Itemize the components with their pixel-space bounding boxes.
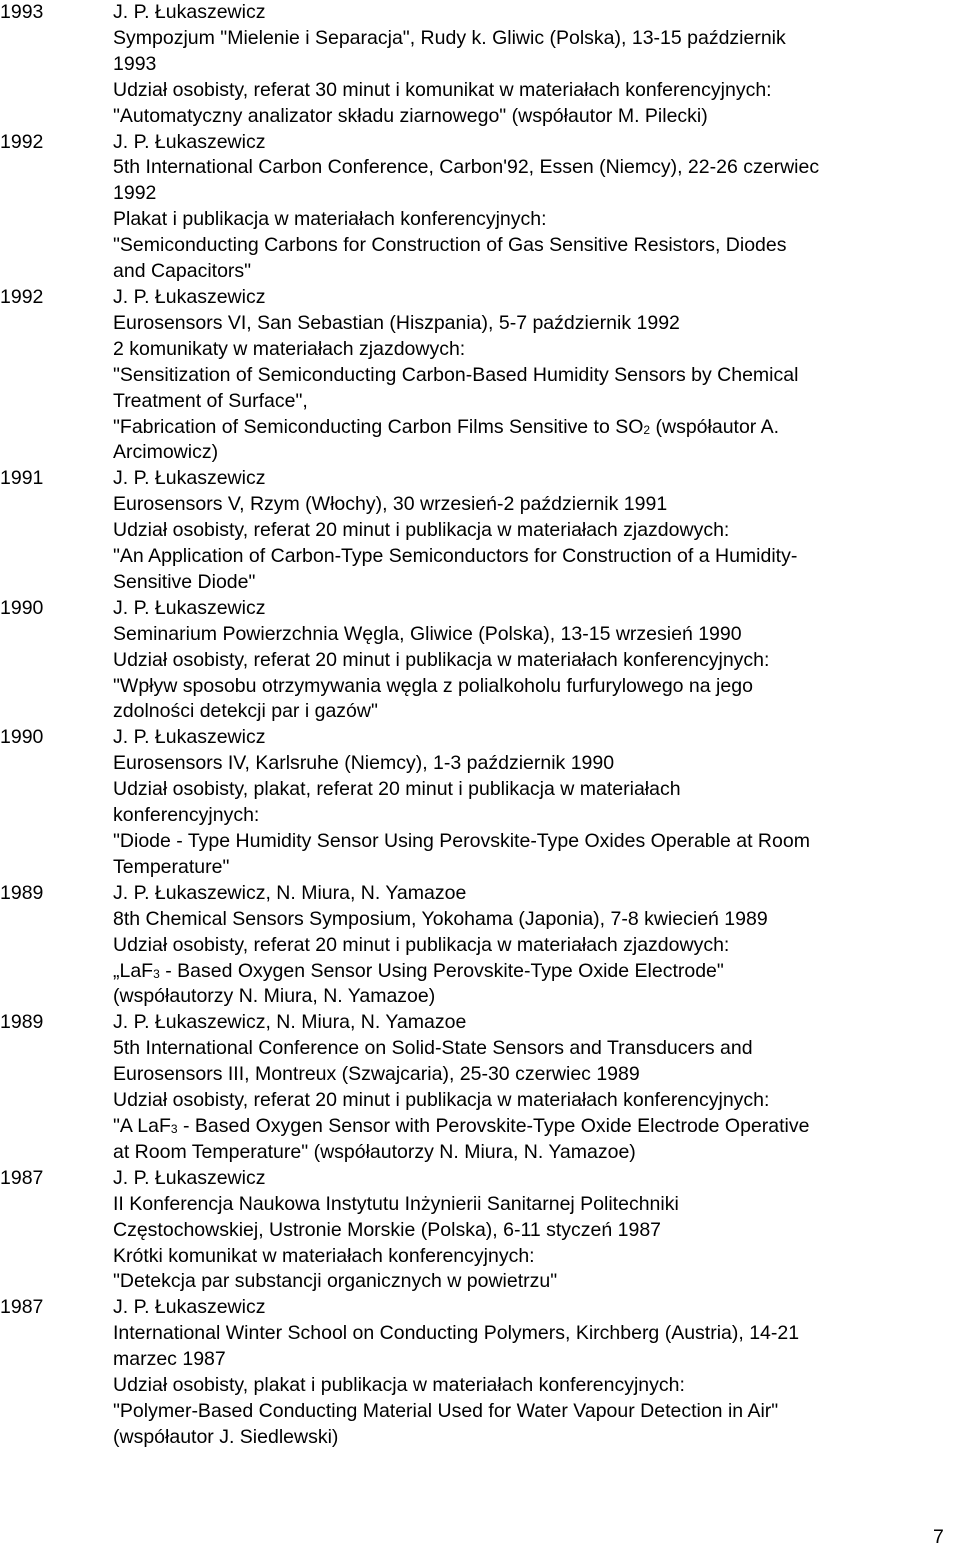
entry-title-text: „LaF (113, 959, 154, 982)
entry-content (113, 596, 960, 726)
entry-title-subscript: 2 (643, 422, 651, 437)
entry-title-second-text: "Fabrication of Semiconducting Carbon Films Sensitive to SO (113, 415, 644, 438)
conference-entry (0, 0, 960, 130)
entry-title: "Diode - Type Humidity Sensor Using Perovskite-Type Oxides Operable at Room (113, 830, 810, 852)
entry-authors: J. P. Łukaszewicz (113, 1, 266, 23)
entry-participation: Plakat i publikacja w materiałach konferencyjnych: (113, 208, 547, 231)
entry-coauthor: Arcimowicz) (113, 441, 219, 464)
entry-participation: Udział osobisty, referat 20 minut i publikacja w materiałach zjazdowych: (113, 519, 730, 542)
entry-title-second (113, 415, 960, 441)
entry-content (113, 1166, 960, 1296)
entry-content (113, 130, 960, 285)
entry-content (113, 466, 960, 596)
entry-participation: Udział osobisty, referat 20 minut i publikacja w materiałach konferencyjnych: (113, 648, 770, 671)
entry-title-cont: Treatment of Surface", (113, 389, 308, 412)
entry-year: 1990 (0, 596, 44, 619)
entry-event-cont: Częstochowskiej, Ustronie Morskie (Polska), 6-11 styczeń 1987 (113, 1218, 662, 1241)
entry-authors: J. P. Łukaszewicz (113, 130, 266, 153)
entry-content (113, 0, 960, 130)
entry-participation: Udział osobisty, referat 20 minut i publikacja w materiałach konferencyjnych: (113, 1089, 770, 1112)
entry-authors: J. P. Łukaszewicz, N. Miura, N. Yamazoe (113, 881, 467, 904)
entry-year: 1990 (0, 726, 44, 749)
entry-title-subscript: 3 (153, 966, 160, 981)
entry-authors: J. P. Łukaszewicz (113, 285, 266, 308)
entry-event: Eurosensors VI, San Sebastian (Hiszpania), 5-7 październik 1992 (113, 311, 680, 334)
entry-year: 1992 (0, 285, 44, 308)
entry-participation: Udział osobisty, plakat i publikacja w materiałach konferencyjnych: (113, 1374, 685, 1397)
entry-event: 5th International Conference on Solid-State Sensors and Transducers and (113, 1037, 753, 1060)
entry-content (113, 1010, 960, 1165)
entry-event: Eurosensors IV, Karlsruhe (Niemcy), 1-3 październik 1990 (113, 752, 615, 775)
entry-title-cont: at Room Temperature" (współautorzy N. Miura, N. Yamazoe) (113, 1140, 636, 1163)
entry-authors: J. P. Łukaszewicz (113, 1296, 266, 1319)
entry-participation: Udział osobisty, plakat, referat 20 minut i publikacja w materiałach (113, 778, 681, 801)
conference-entry (0, 1166, 960, 1296)
entry-content (113, 881, 960, 1011)
entry-title-tail: - Based Oxygen Sensor with Perovskite-Type Oxide Electrode Operative (177, 1114, 810, 1137)
page-number: 7 (933, 1526, 944, 1548)
entry-event: 8th Chemical Sensors Symposium, Yokohama (Japonia), 7-8 kwiecień 1989 (113, 907, 768, 930)
entry-content (113, 285, 960, 466)
entry-event: International Winter School on Conducting Polymers, Kirchberg (Austria), 14-21 (113, 1322, 800, 1345)
entry-title-text: "A LaF (113, 1114, 171, 1137)
entry-coauthor: (współautor J. Siedlewski) (113, 1425, 339, 1448)
entry-year: 1993 (0, 1, 44, 23)
entry-title: "Semiconducting Carbons for Construction of Gas Sensitive Resistors, Diodes (113, 234, 787, 257)
entry-event: Eurosensors V, Rzym (Włochy), 30 wrzesień-2 październik 1991 (113, 493, 668, 516)
conference-entry (0, 1295, 960, 1450)
conference-entry (0, 596, 960, 726)
conference-entry (0, 285, 960, 466)
entry-participation-cont: konferencyjnych: (113, 804, 260, 827)
conference-entry (0, 1010, 960, 1165)
entry-authors: J. P. Łukaszewicz (113, 726, 266, 749)
conference-entry (0, 130, 960, 285)
entry-year: 1987 (0, 1296, 44, 1319)
conference-entry (0, 725, 960, 880)
entry-title-second-tail: (współautor A. (650, 415, 780, 438)
entry-title-subscript: 3 (170, 1121, 178, 1136)
entry-content (113, 1295, 960, 1450)
entry-event: Sympozjum "Mielenie i Separacja", Rudy k. Gliwic (Polska), 13-15 październik (113, 26, 786, 49)
entry-title-cont: Sensitive Diode" (113, 570, 256, 593)
entry-year: 1992 (0, 130, 44, 153)
entry-year: 1989 (0, 1011, 44, 1034)
entry-title-cont: and Capacitors" (113, 260, 252, 283)
entry-title: "Wpływ sposobu otrzymywania węgla z polialkoholu furfurylowego na jego (113, 674, 753, 697)
entry-content (113, 725, 960, 880)
entry-authors: J. P. Łukaszewicz (113, 467, 266, 490)
entry-title: "Sensitization of Semiconducting Carbon-Based Humidity Sensors by Chemical (113, 363, 799, 386)
entry-year: 1989 (0, 881, 44, 904)
entry-title (113, 1114, 960, 1140)
entry-participation: Udział osobisty, referat 20 minut i publikacja w materiałach zjazdowych: (113, 933, 730, 956)
entry-coauthors: (współautorzy N. Miura, N. Yamazoe) (113, 985, 436, 1008)
entry-authors: J. P. Łukaszewicz (113, 1166, 266, 1189)
entry-title-cont: Temperature" (113, 855, 230, 878)
entry-event-cont: 1992 (113, 182, 157, 205)
entry-event-cont: 1993 (113, 52, 157, 75)
entry-participation: Krótki komunikat w materiałach konferencyjnych: (113, 1244, 535, 1267)
entry-year: 1987 (0, 1166, 44, 1189)
entry-title: "Detekcja par substancji organicznych w powietrzu" (113, 1270, 558, 1293)
entry-event: Seminarium Powierzchnia Węgla, Gliwice (Polska), 13-15 wrzesień 1990 (113, 622, 742, 645)
entry-event-cont: Eurosensors III, Montreux (Szwajcaria), 25-30 czerwiec 1989 (113, 1063, 640, 1086)
conference-entry (0, 881, 960, 1011)
entry-title (113, 959, 960, 985)
entry-title: "Automatyczny analizator składu ziarnowego" (współautor M. Pilecki) (113, 104, 708, 127)
entry-title-cont: zdolności detekcji par i gazów" (113, 700, 378, 723)
entry-title: "An Application of Carbon-Type Semiconductors for Construction of a Humidity- (113, 545, 798, 568)
entry-event: II Konferencja Naukowa Instytutu Inżynierii Sanitarnej Politechniki (113, 1192, 679, 1215)
entry-title-tail: - Based Oxygen Sensor Using Perovskite-Type Oxide Electrode" (159, 959, 724, 982)
entry-participation: Udział osobisty, referat 30 minut i komunikat w materiałach konferencyjnych: (113, 78, 772, 101)
entry-event-cont: marzec 1987 (113, 1348, 226, 1371)
conference-entry (0, 466, 960, 596)
entry-event: 5th International Carbon Conference, Carbon'92, Essen (Niemcy), 22-26 czerwiec (113, 156, 820, 179)
entry-authors: J. P. Łukaszewicz (113, 596, 266, 619)
entry-authors: J. P. Łukaszewicz, N. Miura, N. Yamazoe (113, 1011, 467, 1034)
entry-year: 1991 (0, 467, 44, 490)
entry-title: "Polymer-Based Conducting Material Used for Water Vapour Detection in Air" (113, 1399, 779, 1422)
entry-participation: 2 komunikaty w materiałach zjazdowych: (113, 337, 466, 360)
